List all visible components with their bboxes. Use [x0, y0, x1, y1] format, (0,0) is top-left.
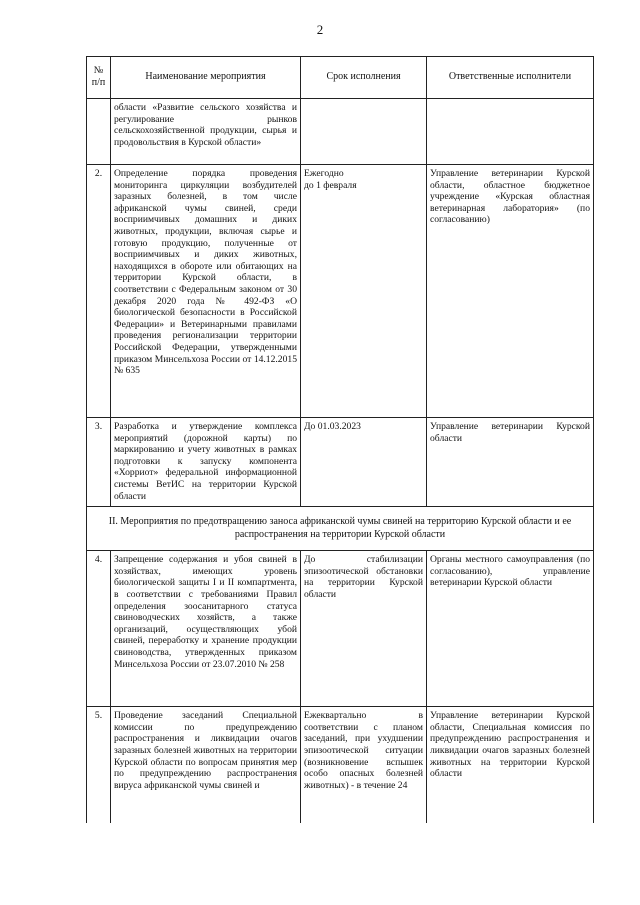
row-term	[301, 99, 427, 165]
header-resp: Ответственные исполнители	[427, 57, 594, 99]
table-row	[87, 707, 594, 823]
row-term: Ежеквартально в соответствии с планом заседаний, при ухудшении эпизоотической ситуации (возникновение вспышек особо опасных болезней животных) - в течение 24	[301, 707, 427, 823]
section-row	[87, 507, 594, 551]
header-name: Наименование мероприятия	[111, 57, 301, 99]
row-term: До 01.03.2023	[301, 418, 427, 507]
row-num: 4.	[87, 551, 111, 707]
row-num: 2.	[87, 165, 111, 418]
row-resp: Управление ветеринарии Курской области, областное бюджетное учреждение «Курская областная ветеринарная лаборатория» (по согласованию)	[427, 165, 594, 418]
row-num	[87, 99, 111, 165]
header-term: Срок исполнения	[301, 57, 427, 99]
table-row	[87, 99, 594, 165]
row-term: Ежегодно до 1 февраля	[301, 165, 427, 418]
table-header-row	[87, 57, 594, 99]
row-resp: Управление ветеринарии Курской области	[427, 418, 594, 507]
table-row	[87, 165, 594, 418]
header-num: № п/п	[87, 57, 111, 99]
row-resp: Органы местного самоуправления (по согласованию), управление ветеринарии Курской области	[427, 551, 594, 707]
section-title: II. Мероприятия по предотвращению заноса африканской чумы свиней на территорию Курской области и ее распространения на территории Курской области	[87, 507, 594, 551]
row-num: 5.	[87, 707, 111, 823]
row-name: Проведение заседаний Специальной комиссии по предупреждению распространения и ликвидации очагов заразных болезней животных на территории Курской области по вопросам принятия мер по предупреждению распространения вируса африканской чумы свиней и	[111, 707, 301, 823]
row-term: До стабилизации эпизоотической обстановки на территории Курской области	[301, 551, 427, 707]
row-name: Определение порядка проведения мониторинга циркуляции возбудителей заразных болезней, в том числе африканской чумы свиней, среди восприимчивых домашних и диких животных, продукции, включая сырье и готовую продукцию, полученные от восприимчивых и диких животных, находящихся в обороте или обитающих на территории Курской области, в соответствии с Федеральным законом от 30 декабря 2020 года № 492-ФЗ «О биологической безопасности в Российской Федерации» и Ветеринарными правилами проведения регионализации территории Российской Федерации, утвержденными приказом Минсельхоза России от 14.12.2015 № 635	[111, 165, 301, 418]
row-name: Запрещение содержания и убоя свиней в хозяйствах, имеющих уровень биологической защиты I и II компартмента, в соответствии с требованиями Правил определения зоосанитарного статуса свиноводческих хозяйств, а также организаций, осуществляющих убой свиней, переработку и хранение продукции свиноводства, утвержденных приказом Минсельхоза России от 23.07.2010 № 258	[111, 551, 301, 707]
page-number: 2	[316, 22, 324, 37]
row-name: области «Развитие сельского хозяйства и регулирование рынков сельскохозяйственной продукции, сырья и продовольствия в Курской области»	[111, 99, 301, 165]
measures-table	[86, 56, 594, 823]
table-row	[87, 418, 594, 507]
row-name: Разработка и утверждение комплекса мероприятий (дорожной карты) по маркированию и учету животных в рамках подготовки к запуску компонента «Хорриот» федеральной информационной системы ВетИС на территории Курской области	[111, 418, 301, 507]
row-resp	[427, 99, 594, 165]
table-row	[87, 551, 594, 707]
row-num: 3.	[87, 418, 111, 507]
row-resp: Управление ветеринарии Курской области, Специальная комиссия по предупреждению распространения и ликвидации очагов заразных болезней животных на территории Курской области	[427, 707, 594, 823]
